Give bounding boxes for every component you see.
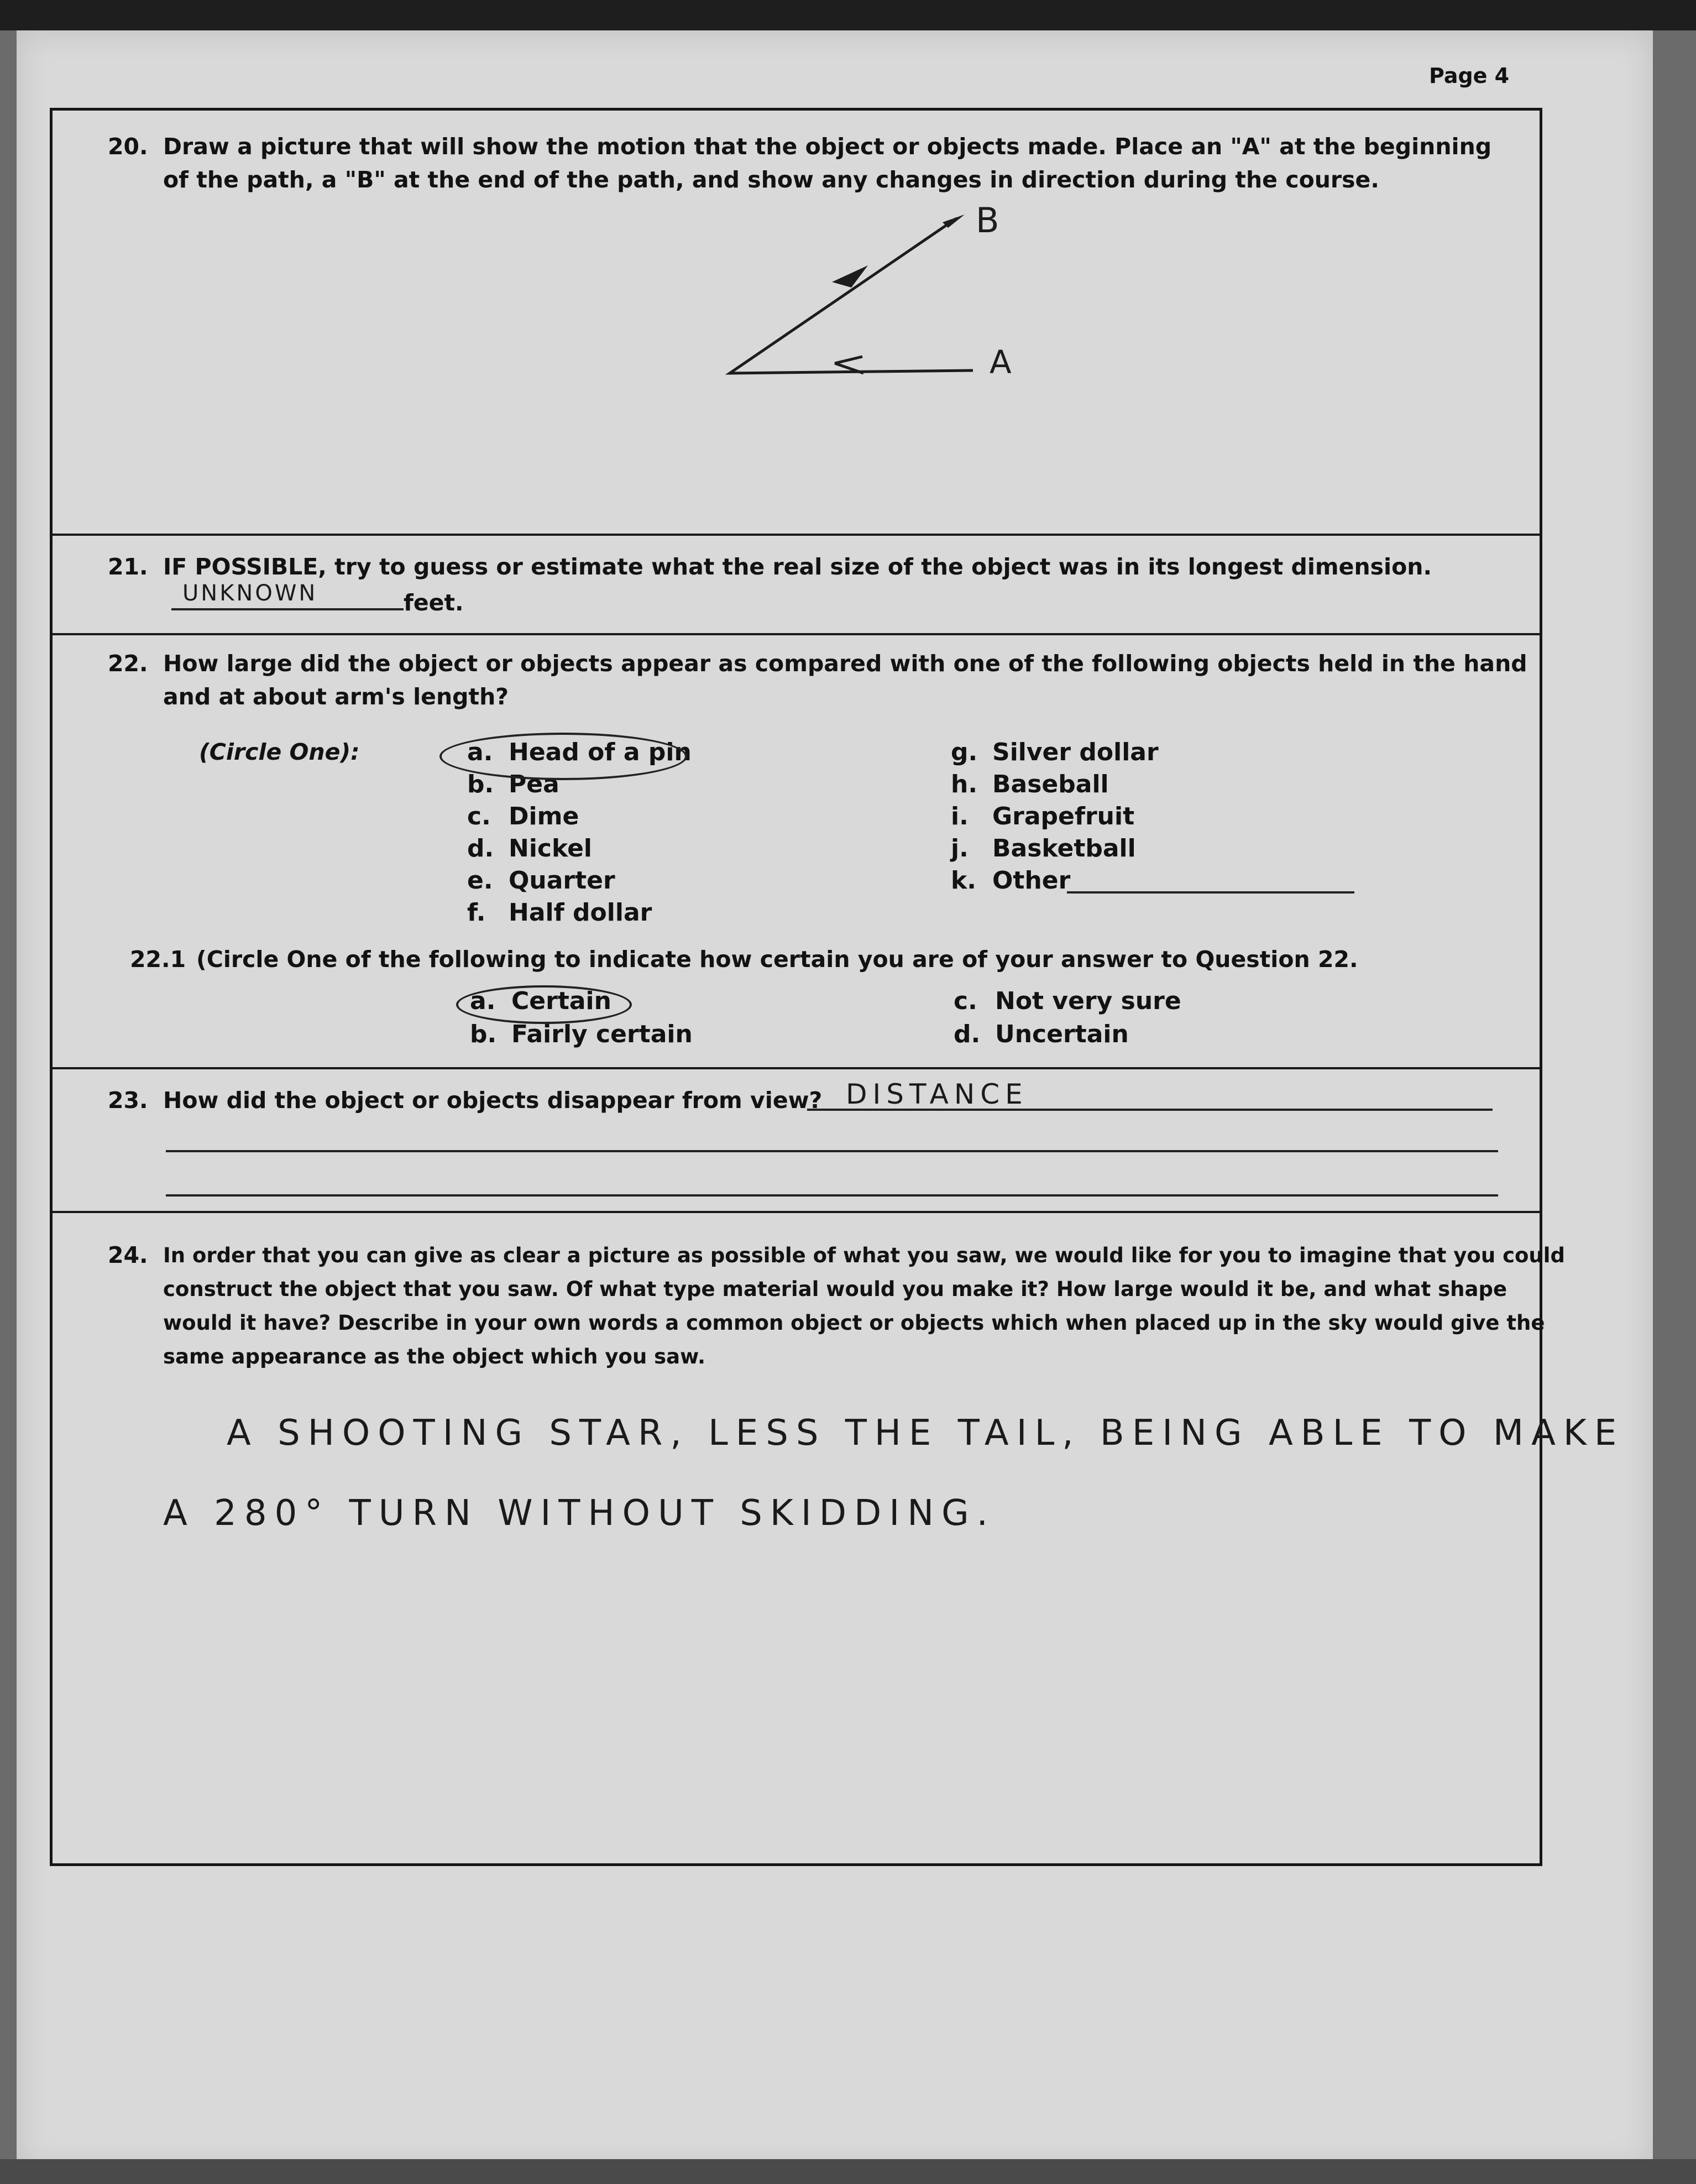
certainty-option-b[interactable]: b. Fairly certain [470,1020,693,1048]
question-24-answer-line-1: A SHOOTING STAR, LESS THE TAIL, BEING ABLE TO MAKE [227,1413,1625,1454]
divider-23 [53,1067,1540,1069]
size-option-d[interactable]: d. Nickel [467,834,592,863]
certainty-option-c[interactable]: c. Not very sure [954,987,1181,1015]
size-option-e[interactable]: e. Quarter [467,866,615,895]
arrow-up-icon [832,265,868,288]
size-option-c[interactable]: c. Dime [467,802,579,830]
question-20-line-2: of the path, a "B" at the end of the path, and show any changes in direction during the course. [163,166,1379,193]
question-22-instruction: (Circle One): [199,739,360,765]
size-option-k[interactable]: k. Other [951,866,1071,895]
size-selection-circle [439,733,687,780]
question-24-line-1: In order that you can give as clear a picture as possible of what you saw, we would like for you to imagine that you could [163,1243,1565,1267]
size-option-f[interactable]: f. Half dollar [467,898,652,927]
question-23-number: 23. [108,1087,148,1114]
question-24-answer-line-2: A 280° TURN WITHOUT SKIDDING. [163,1493,996,1534]
page-number: Page 4 [1429,64,1510,88]
motion-path-drawing [663,194,1106,404]
size-option-a[interactable]: a. Head of a pin [467,738,692,766]
question-24-line-2: construct the object that you saw. Of what type material would you make it? How large would it be, and what shape [163,1277,1507,1301]
scan-bottom-edge [0,2159,1696,2184]
size-option-j[interactable]: j. Basketball [951,834,1136,863]
question-23-answer-line-1 [807,1109,1493,1111]
size-option-b[interactable]: b. Pea [467,770,559,798]
question-22-1-text: (Circle One of the following to indicate how certain you are of your answer to Question 22. [196,946,1358,973]
question-22-number: 22. [108,650,148,677]
divider-21 [53,534,1540,536]
question-24-number: 24. [108,1242,148,1268]
divider-24 [53,1211,1540,1213]
question-21-unit: feet. [404,589,464,616]
motion-path-line [730,218,973,373]
question-20-number: 20. [108,133,148,160]
size-option-i[interactable]: i. Grapefruit [951,802,1135,830]
question-22-line-2: and at about arm's length? [163,683,509,710]
question-22-line-1: How large did the object or objects appear as compared with one of the following objects held in the hand [163,650,1527,677]
question-22-1-number: 22.1 [130,946,186,973]
path-end-label: B [976,200,999,241]
question-23-text: How did the object or objects disappear from view? [163,1087,823,1114]
certainty-option-d[interactable]: d. Uncertain [954,1020,1129,1048]
certainty-selection-circle [456,985,632,1024]
question-23-answer: DISTANCE [846,1078,1028,1110]
certainty-option-a[interactable]: a. Certain [470,987,611,1015]
question-20-line-1: Draw a picture that will show the motion that the object or objects made. Place an "A" at the beginning [163,133,1492,160]
size-option-other-line [1067,891,1354,894]
question-24-line-4: same appearance as the object which you saw. [163,1345,706,1368]
question-21-answer: UNKNOWN [182,581,318,606]
question-23-answer-line-2 [166,1150,1498,1152]
question-21-answer-line [171,608,404,610]
size-option-h[interactable]: h. Baseball [951,770,1109,798]
divider-22 [53,633,1540,635]
question-21-number: 21. [108,553,148,580]
question-21-text: IF POSSIBLE, try to guess or estimate what the real size of the object was in its longest dimension. [163,553,1432,580]
path-start-label: A [990,343,1012,381]
question-24-line-3: would it have? Describe in your own words a common object or objects which when placed up in the sky would give the [163,1311,1545,1335]
question-23-answer-line-3 [166,1194,1498,1197]
scan-top-edge [0,0,1696,30]
size-option-g[interactable]: g. Silver dollar [951,738,1159,766]
